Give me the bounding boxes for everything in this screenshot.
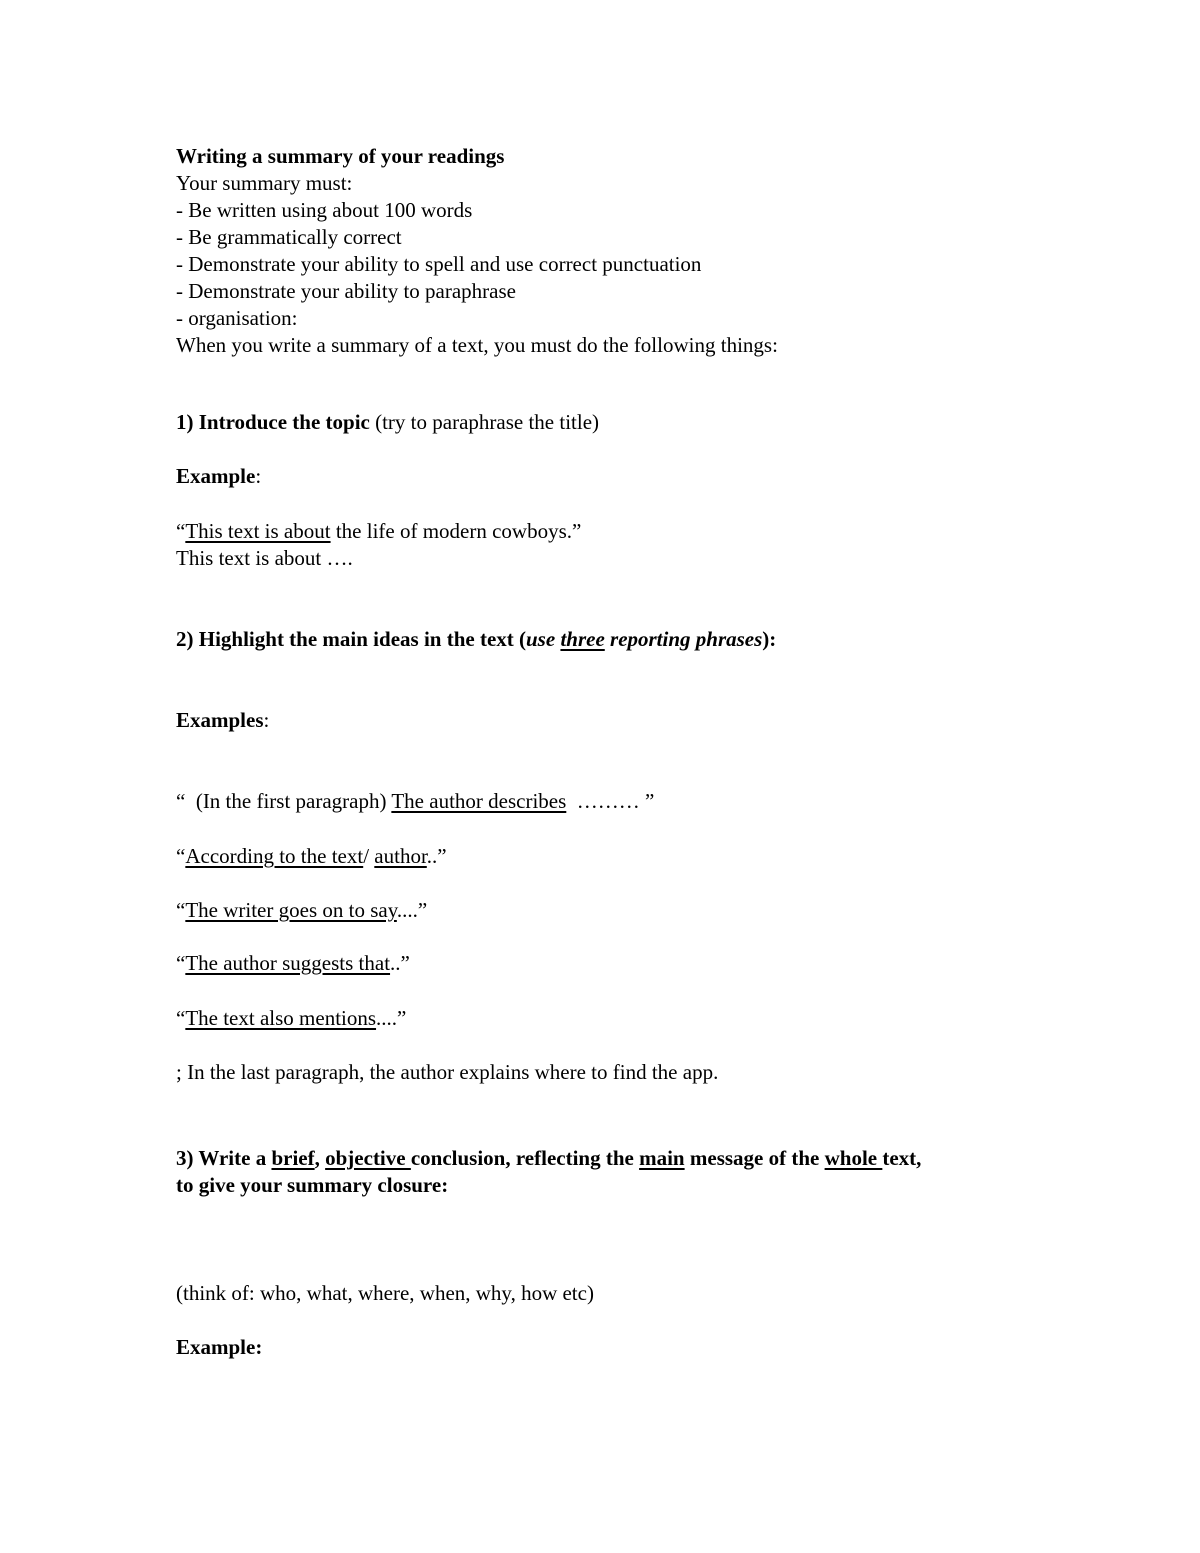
requirement-item: - Demonstrate your ability to spell and use correct punctuation bbox=[176, 252, 702, 276]
phrase-close: ....” bbox=[396, 898, 428, 922]
phrase-close: ..” bbox=[390, 951, 410, 975]
requirement-item: - Be grammatically correct bbox=[176, 225, 402, 249]
open-quote: “ bbox=[176, 519, 186, 543]
step3-brief: brief bbox=[271, 1146, 315, 1170]
phrase-close: ..” bbox=[426, 844, 447, 868]
requirement-item: - Demonstrate your ability to paraphrase bbox=[176, 279, 516, 303]
step3-objective: objective bbox=[325, 1146, 411, 1170]
step3-text: 3) Write a bbox=[176, 1146, 272, 1170]
reporting-phrase: The text also mentions bbox=[185, 1006, 377, 1030]
step3-whole: whole bbox=[824, 1146, 883, 1170]
example-phrase-line bbox=[176, 788, 654, 815]
step1-template-line: This text is about …. bbox=[176, 546, 353, 570]
reporting-phrase: The author describes bbox=[391, 789, 567, 813]
example-phrase-line bbox=[176, 843, 447, 870]
step3-heading-line2: to give your summary closure: bbox=[176, 1173, 449, 1197]
examples-colon: : bbox=[263, 708, 270, 732]
last-paragraph-line: ; In the last paragraph, the author explains where to find the app. bbox=[176, 1060, 719, 1084]
phrase-close: ....” bbox=[376, 1006, 407, 1030]
step2-heading-use: use bbox=[526, 627, 556, 651]
example-phrase-line bbox=[176, 897, 427, 924]
example-label: Example bbox=[176, 464, 256, 488]
phrase-close: ……… ” bbox=[566, 789, 655, 813]
requirement-item: - organisation: bbox=[176, 306, 298, 330]
step3-text: text, bbox=[882, 1146, 922, 1170]
step1-note: (try to paraphrase the title) bbox=[369, 410, 600, 434]
example-phrase-line bbox=[176, 1005, 406, 1032]
step3-text: message of the bbox=[684, 1146, 825, 1170]
phrase-open: “ bbox=[176, 898, 186, 922]
examples-label: Examples bbox=[176, 708, 264, 732]
step2-heading bbox=[176, 626, 776, 653]
phrase-open: “ bbox=[176, 844, 186, 868]
phrase-open: “ bbox=[176, 951, 186, 975]
example-text: the life of modern cowboys.” bbox=[330, 519, 582, 543]
step3-example-label: Example: bbox=[176, 1335, 263, 1359]
reporting-phrase: The writer goes on to say bbox=[185, 898, 397, 922]
phrase-slash: / bbox=[363, 844, 375, 868]
intro-line: Your summary must: bbox=[176, 171, 353, 195]
step2-heading-three: three bbox=[560, 627, 605, 651]
step2-heading-reporting: reporting phrases bbox=[610, 627, 763, 651]
reporting-phrase: author bbox=[374, 844, 427, 868]
document-title: Writing a summary of your readings bbox=[176, 144, 505, 168]
example-colon: : bbox=[255, 464, 262, 488]
example-phrase-line bbox=[176, 950, 410, 977]
step3-heading-line1 bbox=[176, 1145, 921, 1172]
step1-heading-line bbox=[176, 409, 599, 436]
reporting-phrase: This text is about bbox=[185, 519, 331, 543]
step2-heading-start: 2) Highlight the main ideas in the text ( bbox=[176, 627, 526, 651]
examples-label-line bbox=[176, 707, 269, 734]
reporting-phrase: According to the text bbox=[185, 844, 364, 868]
lead-line: When you write a summary of a text, you must do the following things: bbox=[176, 333, 778, 357]
step3-main: main bbox=[639, 1146, 685, 1170]
step3-text: conclusion, reflecting the bbox=[410, 1146, 640, 1170]
step3-hint: (think of: who, what, where, when, why, how etc) bbox=[176, 1281, 594, 1305]
step1-heading: 1) Introduce the topic bbox=[176, 410, 370, 434]
reporting-phrase: The author suggests that bbox=[185, 951, 391, 975]
step1-example-label-line bbox=[176, 463, 261, 490]
step1-example-line bbox=[176, 518, 581, 545]
phrase-open: “ (In the first paragraph) bbox=[176, 789, 392, 813]
step2-heading-end: ): bbox=[762, 627, 777, 651]
step3-text: , bbox=[314, 1146, 326, 1170]
requirement-item: - Be written using about 100 words bbox=[176, 198, 473, 222]
phrase-open: “ bbox=[176, 1006, 186, 1030]
